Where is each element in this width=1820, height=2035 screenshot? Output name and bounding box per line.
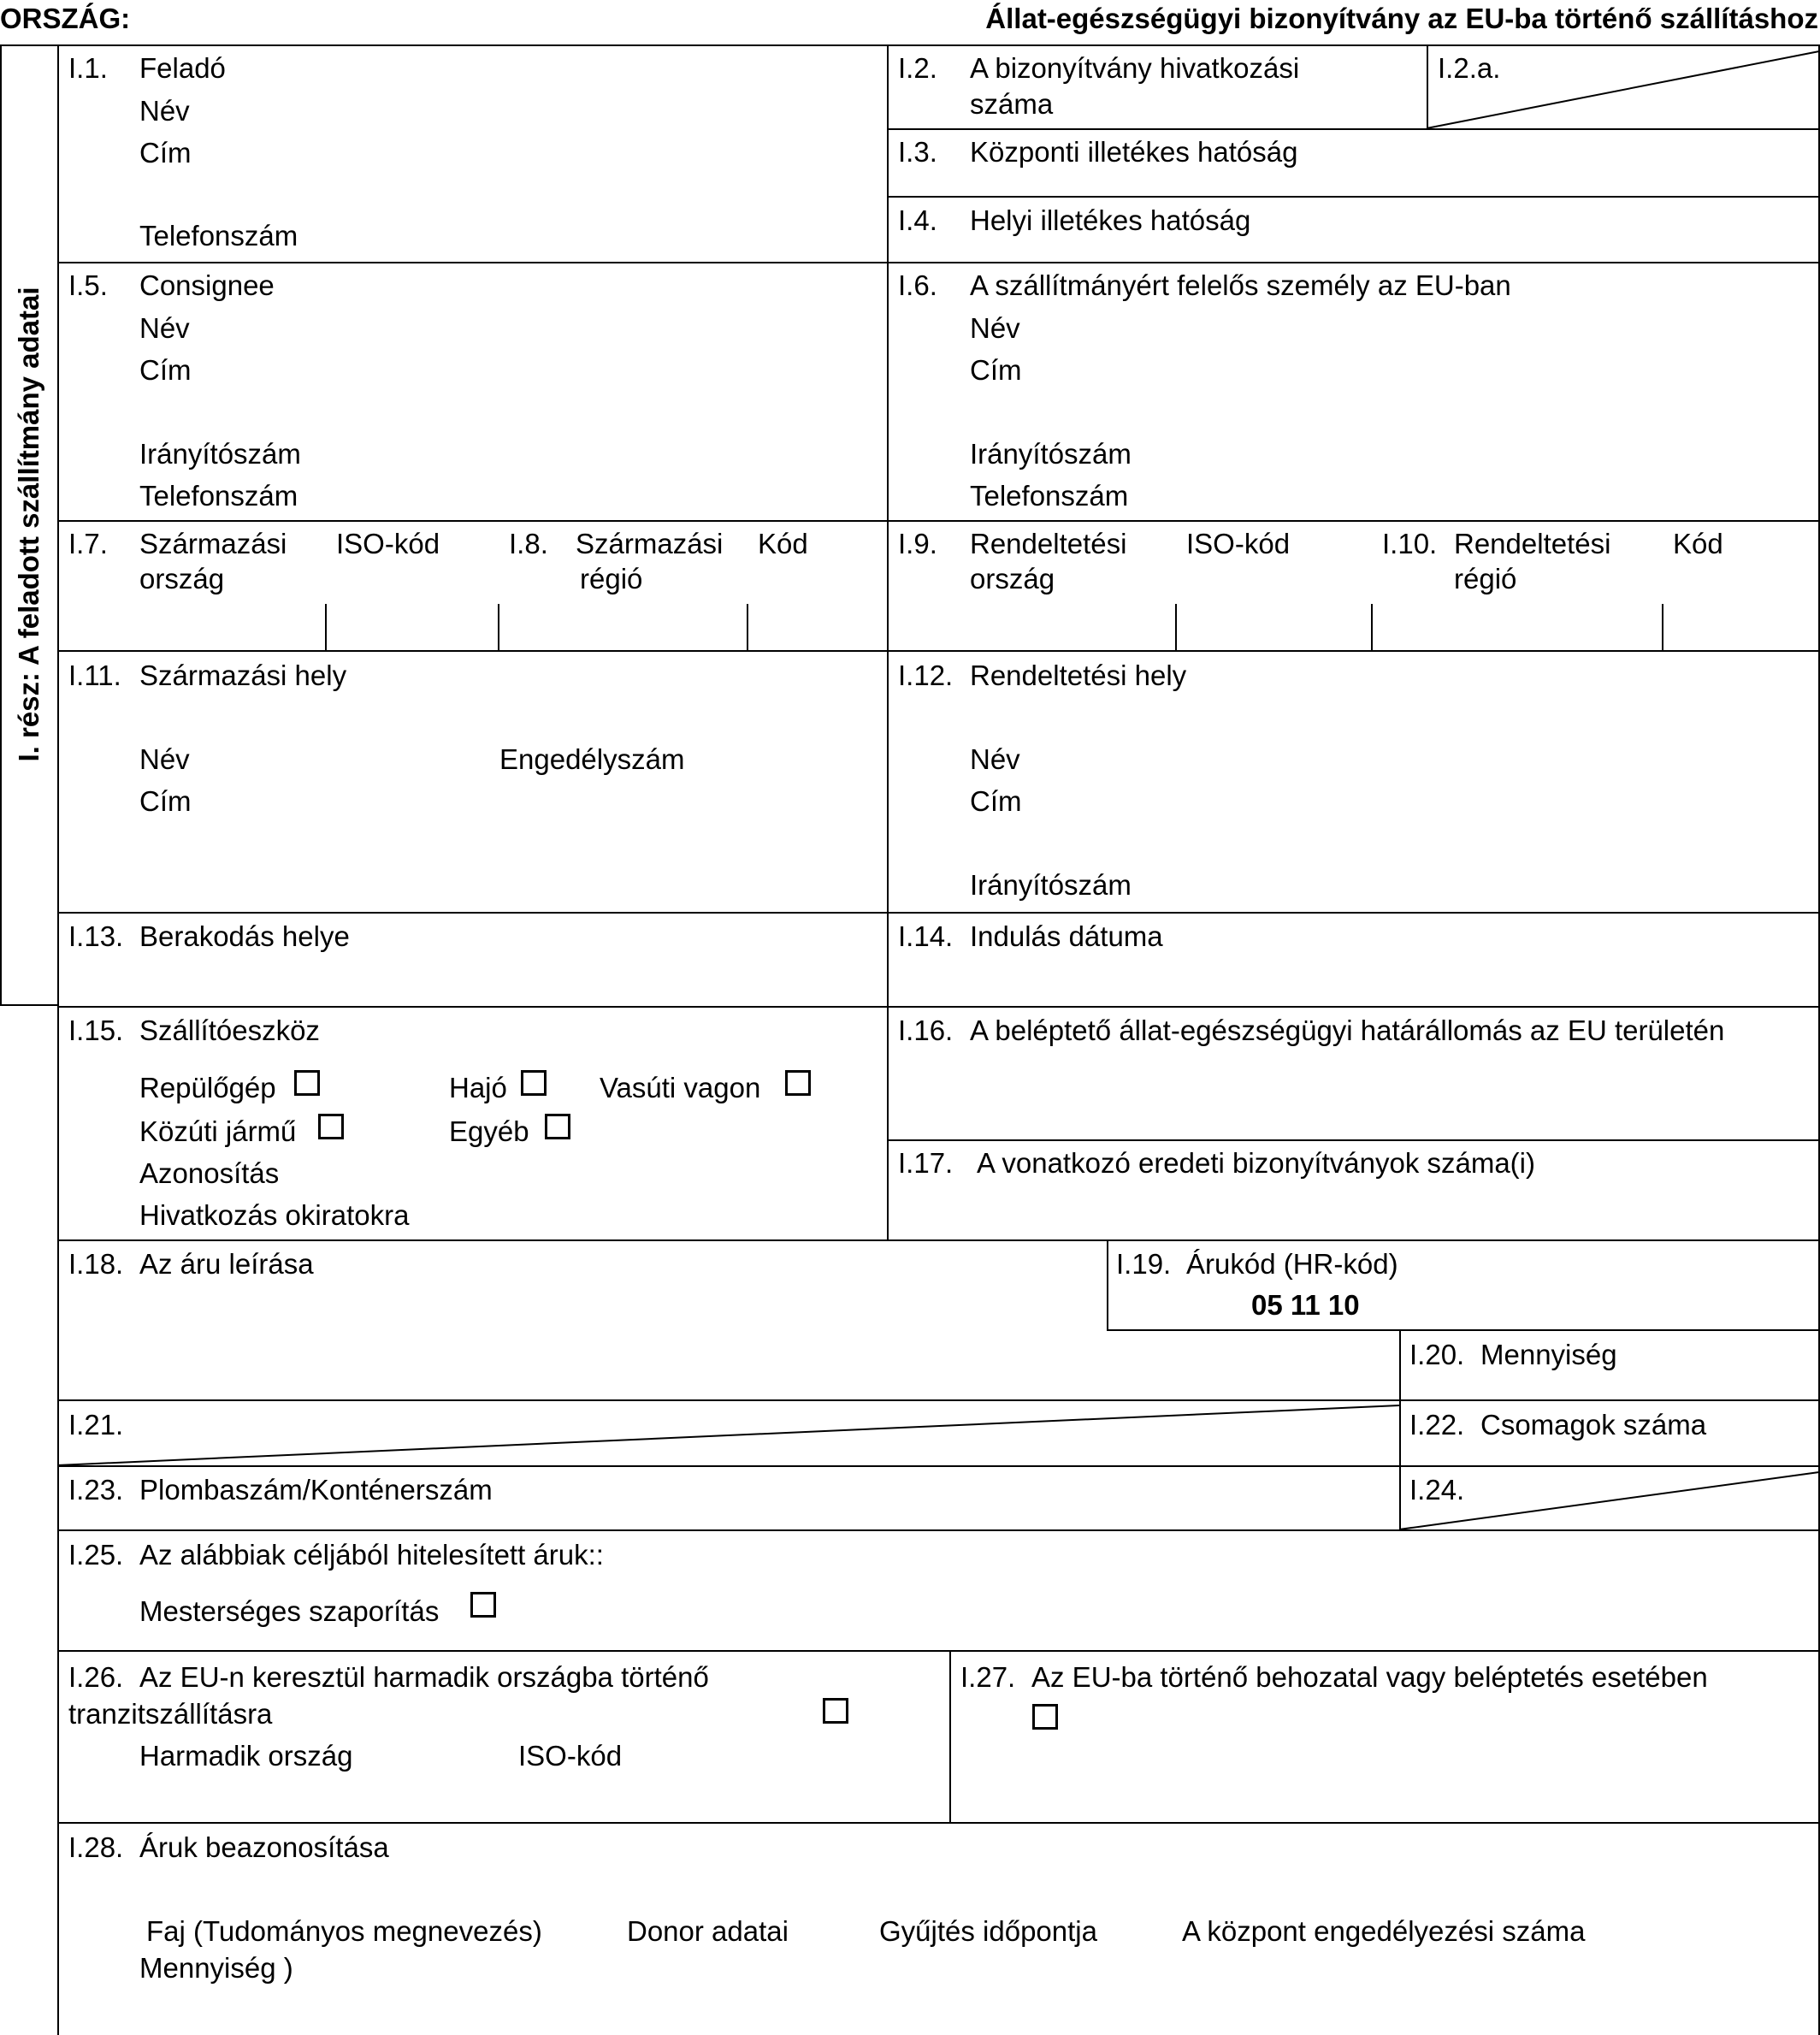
certificate-title: Állat-egészségügyi bizonyítvány az EU-ba történő szállításhoz bbox=[985, 3, 1818, 34]
field-i13-label: Berakodás helye bbox=[139, 920, 350, 952]
artificial-reproduction-checkbox[interactable] bbox=[470, 1592, 496, 1618]
quantity-column-header: Mennyiség ) bbox=[139, 1952, 293, 1984]
field-number: I.12. bbox=[898, 660, 954, 691]
field-label-line1: Rendeltetési bbox=[1454, 528, 1611, 559]
field-label: Szállítóeszköz bbox=[139, 1015, 320, 1046]
species-column-header: Faj (Tudományos megnevezés) bbox=[146, 1915, 542, 1947]
field-label: Áruk beazonosítása bbox=[139, 1831, 389, 1863]
field-label: Rendeltetési hely bbox=[970, 660, 1187, 691]
field-label: Feladó bbox=[139, 52, 226, 84]
field-i16-label: A beléptető állat-egészségügyi határállomás az EU területén bbox=[970, 1015, 1725, 1046]
import-checkbox[interactable] bbox=[1032, 1704, 1058, 1730]
iso-code-label: ISO-kód bbox=[336, 528, 440, 559]
field-i19-label: Árukód (HR-kód) bbox=[1186, 1248, 1398, 1280]
other-transport-label: Egyéb bbox=[449, 1115, 529, 1147]
field-label-line2: ország bbox=[139, 563, 225, 595]
field-number: I.1. bbox=[68, 52, 108, 84]
field-i16-number: I.16. bbox=[898, 1015, 954, 1046]
field-i20-label: Mennyiség bbox=[1480, 1339, 1617, 1370]
field-i19-number: I.19. bbox=[1116, 1248, 1172, 1280]
field-number: I.10. bbox=[1382, 528, 1438, 559]
field-i3-number: I.3. bbox=[898, 136, 937, 168]
field-i14-label: Indulás dátuma bbox=[970, 920, 1163, 952]
field-i23-number: I.23. bbox=[68, 1474, 124, 1506]
field-label-line1: A bizonyítvány hivatkozási bbox=[970, 52, 1300, 84]
field-i25-label: Az alábbiak céljából hitelesített áruk:: bbox=[139, 1539, 604, 1571]
field-number: I.2. bbox=[898, 52, 937, 84]
approval-number-label: Engedélyszám bbox=[499, 743, 685, 775]
field-number: I.15. bbox=[68, 1015, 124, 1046]
field-label-line1: Származási bbox=[576, 528, 724, 559]
phone-label: Telefonszám bbox=[139, 480, 298, 512]
field-number: I.8. bbox=[509, 528, 548, 559]
collection-date-column-header: Gyűjtés időpontja bbox=[879, 1915, 1097, 1947]
airplane-label: Repülőgép bbox=[139, 1072, 276, 1103]
field-i2a-number: I.2.a. bbox=[1438, 52, 1501, 84]
field-i3-label: Központi illetékes hatóság bbox=[970, 136, 1298, 168]
field-label-line2: régió bbox=[580, 563, 643, 595]
donor-column-header: Donor adatai bbox=[627, 1915, 789, 1947]
field-i25-number: I.25. bbox=[68, 1539, 124, 1571]
field-number: I.11. bbox=[68, 660, 121, 691]
document-reference-label: Hivatkozás okiratokra bbox=[139, 1199, 410, 1231]
field-i24-number: I.24. bbox=[1409, 1474, 1465, 1506]
field-i4-number: I.4. bbox=[898, 204, 937, 236]
field-i18-label: Az áru leírása bbox=[139, 1248, 314, 1280]
field-label: Származási hely bbox=[139, 660, 347, 691]
field-number: I.28. bbox=[68, 1831, 124, 1863]
address-label: Cím bbox=[139, 354, 192, 386]
phone-label: Telefonszám bbox=[970, 480, 1129, 512]
field-label-line1: Az EU-n keresztül harmadik országba történő bbox=[139, 1661, 709, 1693]
transit-checkbox[interactable] bbox=[823, 1698, 848, 1724]
field-i4-label: Helyi illetékes hatóság bbox=[970, 204, 1251, 236]
field-number: I.6. bbox=[898, 269, 937, 301]
rail-wagon-checkbox[interactable] bbox=[785, 1070, 811, 1096]
name-label: Név bbox=[970, 312, 1020, 344]
code-label: Kód bbox=[758, 528, 808, 559]
field-i21-number: I.21. bbox=[68, 1409, 124, 1440]
phone-label: Telefonszám bbox=[139, 220, 298, 251]
airplane-checkbox[interactable] bbox=[294, 1070, 320, 1096]
field-label: A szállítmányért felelős személy az EU-ban bbox=[970, 269, 1511, 301]
field-label-line2: ország bbox=[970, 563, 1055, 595]
field-i20-number: I.20. bbox=[1409, 1339, 1465, 1370]
field-label-line1: Rendeltetési bbox=[970, 528, 1127, 559]
zip-label: Irányítószám bbox=[970, 869, 1132, 901]
iso-code-label: ISO-kód bbox=[1186, 528, 1291, 559]
country-label: ORSZÁG: bbox=[0, 3, 131, 34]
field-i17-label: A vonatkozó eredeti bizonyítványok száma(i) bbox=[977, 1147, 1535, 1179]
field-i22-label: Csomagok száma bbox=[1480, 1409, 1707, 1440]
name-label: Név bbox=[970, 743, 1020, 775]
approval-number-column-header: A központ engedélyezési száma bbox=[1182, 1915, 1586, 1947]
name-label: Név bbox=[139, 743, 190, 775]
name-label: Név bbox=[139, 95, 190, 127]
zip-label: Irányítószám bbox=[970, 438, 1132, 470]
road-vehicle-label: Közúti jármű bbox=[139, 1115, 297, 1147]
field-i27-label: Az EU-ba történő behozatal vagy beléptetés esetében bbox=[1031, 1661, 1708, 1693]
field-label: Consignee bbox=[139, 269, 275, 301]
field-i18-number: I.18. bbox=[68, 1248, 124, 1280]
field-label-line1: Származási bbox=[139, 528, 287, 559]
rail-wagon-label: Vasúti vagon bbox=[600, 1072, 761, 1103]
address-label: Cím bbox=[139, 785, 192, 817]
address-label: Cím bbox=[970, 785, 1022, 817]
part-one-side-label: I. rész: A feladott szállítmány adatai bbox=[12, 287, 44, 762]
field-i23-label: Plombaszám/Konténerszám bbox=[139, 1474, 493, 1506]
field-i13-number: I.13. bbox=[68, 920, 124, 952]
iso-code-label: ISO-kód bbox=[518, 1740, 623, 1772]
zip-label: Irányítószám bbox=[139, 438, 301, 470]
other-transport-checkbox[interactable] bbox=[545, 1114, 570, 1139]
code-label: Kód bbox=[1673, 528, 1723, 559]
field-label-line2: régió bbox=[1454, 563, 1517, 595]
road-vehicle-checkbox[interactable] bbox=[318, 1114, 344, 1139]
field-number: I.26. bbox=[68, 1661, 124, 1693]
field-i14-number: I.14. bbox=[898, 920, 954, 952]
field-number: I.9. bbox=[898, 528, 937, 559]
field-label-line2: tranzitszállításra bbox=[68, 1698, 273, 1730]
field-label-line2: száma bbox=[970, 88, 1054, 120]
hs-code-value: 05 11 10 bbox=[1251, 1289, 1360, 1321]
field-number: I.7. bbox=[68, 528, 108, 559]
identification-label: Azonosítás bbox=[139, 1157, 280, 1189]
address-label: Cím bbox=[139, 137, 192, 169]
ship-label: Hajó bbox=[449, 1072, 507, 1103]
field-i17-number: I.17. bbox=[898, 1147, 954, 1179]
field-number: I.5. bbox=[68, 269, 108, 301]
ship-checkbox[interactable] bbox=[521, 1070, 547, 1096]
field-i22-number: I.22. bbox=[1409, 1409, 1465, 1440]
artificial-reproduction-label: Mesterséges szaporítás bbox=[139, 1595, 440, 1627]
name-label: Név bbox=[139, 312, 190, 344]
third-country-label: Harmadik ország bbox=[139, 1740, 353, 1772]
field-i27-number: I.27. bbox=[960, 1661, 1016, 1693]
address-label: Cím bbox=[970, 354, 1022, 386]
